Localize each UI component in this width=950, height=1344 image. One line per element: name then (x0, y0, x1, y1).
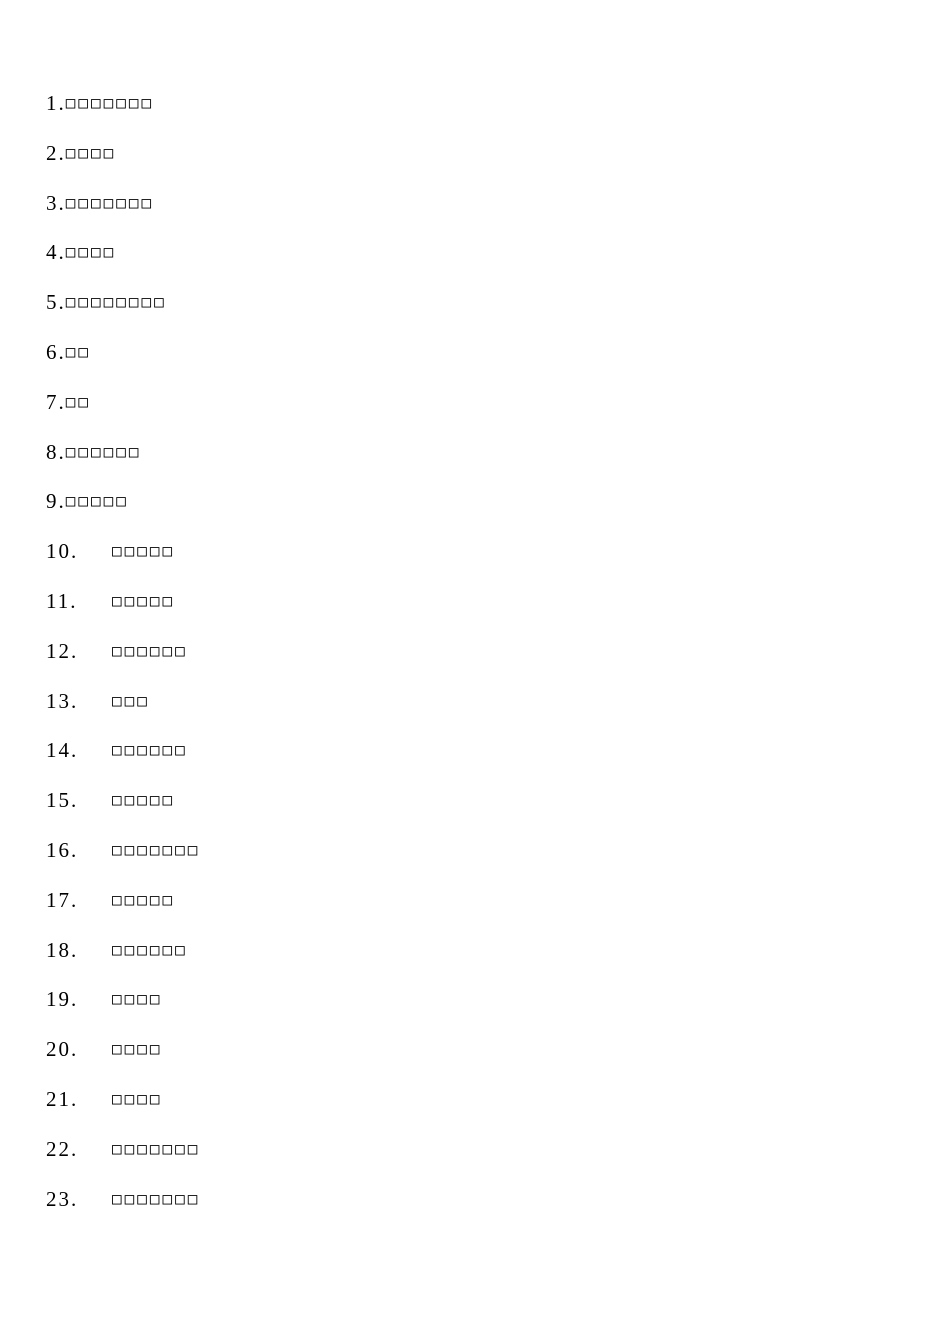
list-item (46, 1134, 200, 1184)
list-item-number: 1. (46, 91, 66, 115)
list-item-number: 8. (46, 439, 66, 464)
list-item (46, 536, 200, 586)
list-item (46, 785, 200, 835)
list-item-text: □□□□□□□ (112, 839, 201, 859)
list-item-number: 12. (46, 638, 79, 663)
list-item-number: 16. (46, 837, 79, 862)
list-item (46, 735, 200, 785)
list-item (46, 88, 200, 138)
list-item-text: □□□□□ (112, 790, 176, 810)
list-item-number: 9. (46, 489, 66, 514)
list-item-text: □□□□□ (112, 889, 176, 909)
list-item (46, 686, 200, 736)
list-item-number: 17. (46, 887, 79, 912)
list-item (46, 835, 200, 885)
list-item-number: 13. (46, 688, 79, 713)
list-item-text: □□ (65, 341, 92, 361)
list-item (46, 984, 200, 1034)
list-item-number: 3. (46, 190, 66, 215)
list-item (46, 636, 200, 686)
list-item (46, 1084, 200, 1134)
list-item-text: □□□ (112, 690, 150, 710)
list-item-text: □□□□ (112, 989, 163, 1009)
list-item (46, 337, 200, 387)
list-item-text: □□□□□□□ (112, 1138, 201, 1158)
list-item-number: 14. (46, 738, 79, 763)
list-item (46, 1184, 200, 1234)
list-item (46, 237, 200, 287)
list-item (46, 188, 200, 238)
list-item-text: □□□□ (65, 242, 117, 262)
list-item-text: □□□□□□ (65, 441, 142, 461)
list-item (46, 935, 200, 985)
list-item (46, 586, 200, 636)
list-item-number: 20. (46, 1037, 79, 1062)
list-item-text: □□ (65, 391, 92, 411)
list-item-text: □□□□□□□ (65, 93, 155, 112)
list-item (46, 437, 200, 487)
list-item-number: 11. (46, 588, 78, 613)
list-item-number: 5. (46, 290, 66, 315)
list-item (46, 1034, 200, 1084)
list-item-text: □□□□□ (65, 491, 129, 511)
list-item-text: □□□□□□□ (65, 192, 155, 212)
list-item-text: □□□□ (112, 1039, 163, 1059)
list-item-number: 2. (46, 140, 66, 165)
list-item-text: □□□□□ (112, 541, 176, 561)
list-item-number: 18. (46, 937, 79, 962)
list-item-text: □□□□□□ (112, 740, 188, 760)
numbered-list (46, 88, 200, 1233)
list-item-text: □□□□□□ (112, 939, 188, 959)
list-item (46, 287, 200, 337)
list-item-number: 15. (46, 788, 79, 813)
list-item (46, 885, 200, 935)
list-item-number: 19. (46, 987, 79, 1012)
list-item-text: □□□□□□ (112, 640, 188, 660)
list-item-number: 22. (46, 1136, 79, 1161)
list-item (46, 138, 200, 188)
list-item-number: 7. (46, 389, 66, 414)
list-item (46, 486, 200, 536)
list-item-number: 21. (46, 1086, 79, 1111)
list-item (46, 387, 200, 437)
list-item-text: □□□□ (65, 142, 117, 162)
list-item-text: □□□□ (112, 1088, 163, 1108)
list-item-number: 4. (46, 240, 66, 265)
list-item-number: 6. (46, 339, 66, 364)
list-item-text: □□□□□ (112, 590, 176, 610)
list-item-text: □□□□□□□ (112, 1188, 201, 1208)
list-item-number: 10. (46, 539, 79, 564)
list-item-number: 23. (46, 1186, 79, 1211)
list-item-text: □□□□□□□□ (65, 292, 167, 312)
